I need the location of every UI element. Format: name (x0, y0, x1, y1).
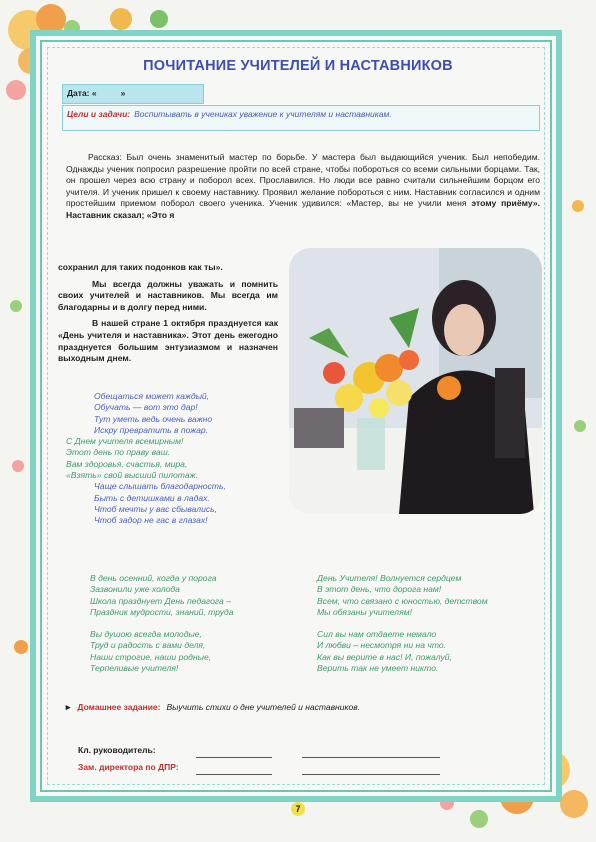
poem-1-line: Обучать — вот это дар! (94, 402, 198, 413)
date-field[interactable] (62, 84, 204, 104)
homework-label: Домашнее задание: (77, 702, 161, 712)
goal-label: Цели и задачи: (67, 109, 131, 119)
poem-1-line: Чтоб мечты у вас сбывались, (94, 503, 218, 514)
poem-1-line: Чаще слышать благодарность, (94, 481, 226, 492)
poem-1-line: Тут уметь ведь очень важно (94, 413, 213, 424)
poem-2 (90, 573, 234, 674)
poem-1-line: Этот день по праву ваш. (66, 447, 171, 458)
poem-1-line: Вам здоровья, счастья, мира, (66, 458, 188, 469)
poem-3-line: Как вы верите в нас! И, пожалуй, (317, 651, 452, 662)
page-title: ПОЧИТАНИЕ УЧИТЕЛЕЙ И НАСТАВНИКОВ (143, 58, 453, 74)
poem-1-line: Чтоб задор не гас в глазах! (94, 515, 208, 526)
deputy-signature-line-2[interactable] (302, 774, 440, 775)
poem-2-line: Школа празднует День педагога – (90, 595, 231, 606)
poem-2-line: Вы душою всегда молодые, (90, 629, 202, 640)
story-column (58, 263, 278, 365)
goal-box (62, 105, 540, 131)
poem-2-line: В день осенний, когда у порога (90, 573, 217, 583)
story-quote-a: этому приёму». Наставник сказал; «Это я (66, 198, 541, 220)
story-text: Рассказ: Был очень знаменитый мастер по борьбе. У мастера был выдающийся ученик. Был непобедим. Однажды ученик попросил разрешение пройти по всей стране, чтобы побороться со всеми сильными борцами. Так, он прошел через всю страну и поборол всех. Прославился. Но люди все равно считали сильнейшим борцом его учителя. И ученик пришел к своему наставнику. Проявил желание побороться с ним. Наставник согласился и одним простейшим приемом поборол своего ученика. Ученик удивился: «Мастер, вы не учили меня (66, 152, 540, 209)
poem-2-line: Праздник мудрости, знаний, труда (90, 606, 234, 617)
homework (64, 702, 534, 712)
poem-3-line: Верить так не умеет никто. (317, 663, 439, 674)
poem-1-line: Быть с детишками в ладах. (94, 492, 210, 503)
goal-text: Воспитывать в учениках уважение к учителям и наставникам. (134, 109, 392, 119)
page-number: 7 (291, 802, 305, 816)
story-paragraph-3: В нашей стране 1 октября празднуется как «День учителя и наставника». Этот день ежегодно празднуется большим энтузиазмом и назначен выходным днем. (58, 318, 278, 364)
poem-1-line: С Днем учителя всемирным! (66, 436, 184, 447)
teacher-photo (289, 248, 542, 514)
story-quote-b: сохранил для таких подонков как ты». (58, 262, 223, 272)
teacher-photo-illustration (289, 248, 542, 514)
poem-3-line: Всем, что связано с юностью, детством (317, 595, 488, 606)
homework-text: Выучить стихи о дне учителей и наставников. (166, 702, 360, 712)
poem-1-line: Искру превратить в пожар. (94, 424, 209, 435)
poem-3-line: В этот день, что дорога нам! (317, 584, 442, 595)
poem-1 (66, 391, 226, 527)
poem-3-line: Мы обязаны учителям! (317, 606, 412, 617)
poem-2-line: Зазвонили уже холода (90, 584, 180, 595)
story-paragraph-2: Мы всегда должны уважать и помнить своих учителей и наставников. Мы всегда им благодарны и в долгу перед ними. (58, 278, 278, 312)
poem-1-line: «Взять» свой высший пилотаж. (66, 470, 198, 481)
deputy-signature-label: Зам. директора по ДПР: (78, 762, 179, 772)
teacher-signature-line-1[interactable] (196, 757, 272, 758)
arrow-right-icon: ► (64, 702, 73, 712)
poem-3-line: День Учителя! Волнуется сердцем (317, 573, 462, 583)
poem-2-line: Труд и радость с вами деля, (90, 640, 206, 651)
poem-3 (317, 573, 488, 674)
poem-3-line: Сил вы нам отдаете немало (317, 629, 437, 640)
poem-2-line: Наши строгие, наши родные, (90, 651, 212, 662)
teacher-signature-line-2[interactable] (302, 757, 440, 758)
teacher-signature-label: Кл. руководитель: (78, 745, 156, 755)
deputy-signature-line-1[interactable] (196, 774, 272, 775)
poem-3-line: И любви – несмотря ни на что. (317, 640, 447, 651)
poem-1-line: Обещаться может каждый, (94, 391, 210, 401)
date-label: Дата: « (67, 88, 97, 98)
poem-2-line: Терпеливые учителя! (90, 663, 179, 674)
story-paragraph-1 (66, 152, 540, 222)
date-close-quote: » (120, 88, 126, 98)
